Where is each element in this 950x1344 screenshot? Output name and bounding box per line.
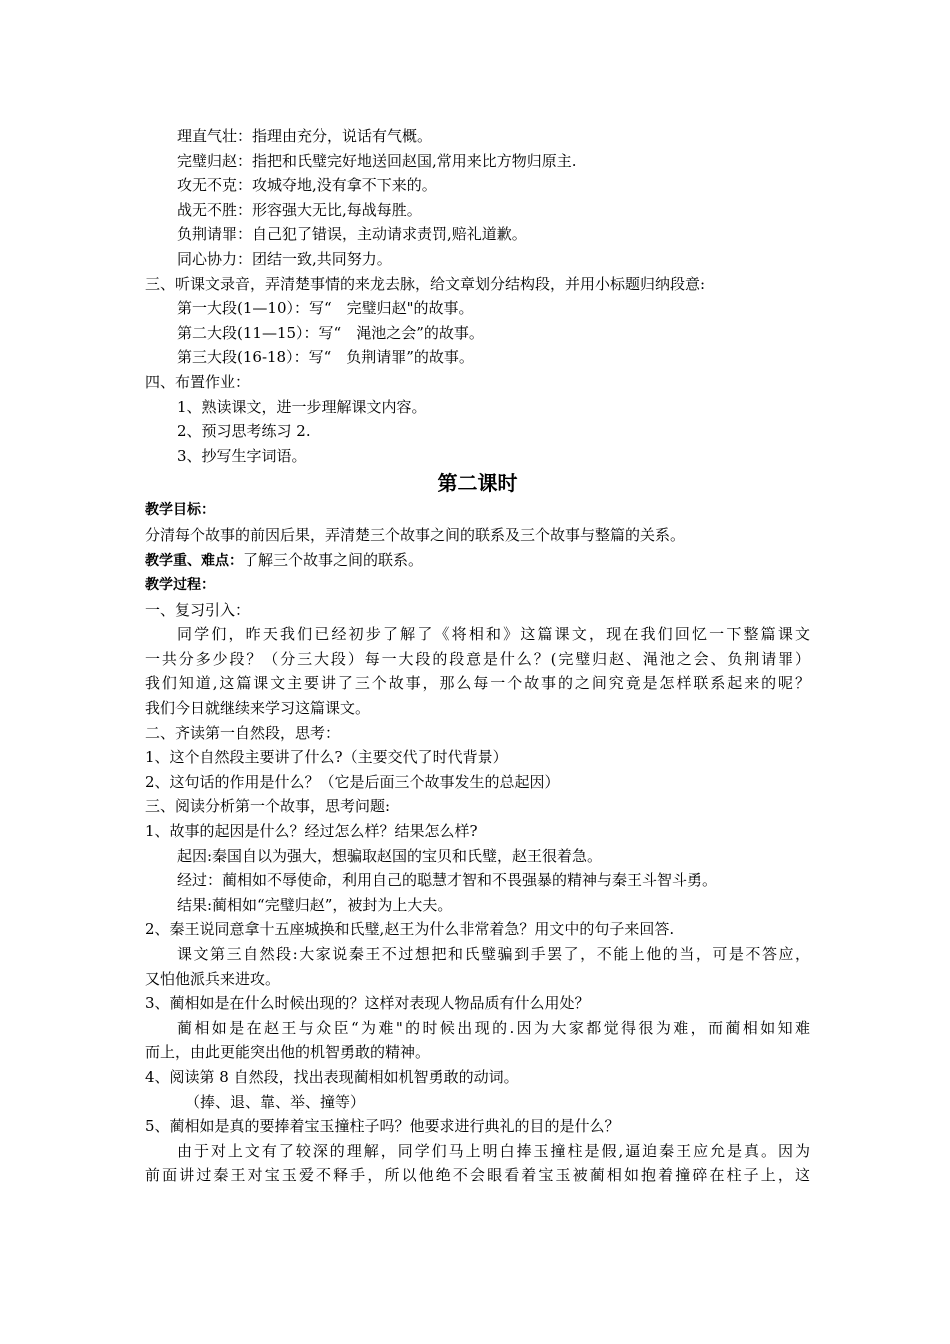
answer-3: 而上，由此更能突出他的机智勇敢的精神。 xyxy=(145,1043,431,1062)
idiom-line: 完璧归赵：指把和氏璧完好地送回赵国,常用来比方物归原主. xyxy=(177,151,577,170)
review-line: 同学们，昨天我们已经初步了解了《将相和》这篇课文，现在我们回忆一下整篇课文 xyxy=(177,625,810,644)
step3-heading: 三、听课文录音，弄清楚事情的来龙去脉，给文章划分结构段，并用小标题归纳段意: xyxy=(145,274,706,293)
idiom-line: 负荆请罪：自己犯了错误，主动请求责罚,赔礼道歉。 xyxy=(177,225,527,244)
analyze-heading: 三、阅读分析第一个故事，思考问题: xyxy=(145,797,391,816)
part-line: 第一大段(1—10）：写“ 完璧归赵"的故事。 xyxy=(177,299,474,318)
key-label: 教学重、难点： xyxy=(145,552,243,569)
answer-4: （捧、退、靠、举、撞等） xyxy=(185,1092,366,1111)
read-question: 1、这个自然段主要讲了什么?（主要交代了时代背景） xyxy=(145,748,508,767)
review-heading: 一、复习引入： xyxy=(145,600,251,619)
lesson-title: 第二课时 xyxy=(437,471,518,496)
question-4: 4、阅读第 8 自然段，找出表现蔺相如机智勇敢的动词。 xyxy=(145,1067,519,1086)
key-points-line xyxy=(145,548,810,574)
idiom-line: 同心协力：团结一致,共同努力。 xyxy=(177,249,392,268)
review-line: 我们知道,这篇课文主要讲了三个故事，那么每一个故事的之间究竟是怎样联系起来的呢？ xyxy=(145,674,810,693)
part-line: 第三大段(16-18）：写“ 负荆请罪”的故事。 xyxy=(177,348,474,367)
answer-process: 经过：蔺相如不辱使命，利用自己的聪慧才智和不畏强暴的精神与秦王斗智斗勇。 xyxy=(177,871,718,890)
answer-2: 又怕他派兵来进攻。 xyxy=(145,969,281,988)
question-1: 1、故事的起因是什么？经过怎么样？结果怎么样? xyxy=(145,822,478,841)
part-line: 第二大段(11—15）：写“ 渑池之会”的故事。 xyxy=(177,323,484,342)
key-text: 了解三个故事之间的联系。 xyxy=(243,550,424,569)
review-line: 一共分多少段？（分三大段）每一大段的段意是什么？(完璧归赵、渑池之会、负荆请罪） xyxy=(145,649,810,668)
idiom-line: 战无不胜：形容强大无比,每战每胜。 xyxy=(177,200,422,219)
process-label: 教学过程： xyxy=(145,577,215,594)
step4-heading: 四、布置作业： xyxy=(145,372,251,391)
answer-result: 结果:蔺相如“完璧归赵”，被封为上大夫。 xyxy=(177,895,453,914)
goal-text: 分清每个故事的前因后果，弄清楚三个故事之间的联系及三个故事与整篇的关系。 xyxy=(145,525,686,544)
document-page xyxy=(145,124,810,1188)
question-2: 2、秦王说同意拿十五座城换和氏璧,赵王为什么非常着急？用文中的句子来回答. xyxy=(145,920,675,939)
read-heading: 二、齐读第一自然段，思考： xyxy=(145,723,341,742)
idiom-line: 攻无不克：攻城夺地,没有拿不下来的。 xyxy=(177,176,437,195)
answer-2: 课文第三自然段:大家说秦王不过想把和氏璧骗到手罢了，不能上他的当，可是不答应， xyxy=(177,945,810,963)
goal-label: 教学目标： xyxy=(145,502,215,519)
homework-line: 1、熟读课文，进一步理解课文内容。 xyxy=(177,397,427,416)
answer-cause: 起因:秦国自以为强大，想骗取赵国的宝贝和氏璧，赵王很着急。 xyxy=(177,846,603,865)
read-question: 2、这句话的作用是什么？（它是后面三个故事发生的总起因） xyxy=(145,772,560,791)
question-3: 3、蔺相如是在什么时候出现的？这样对表现人物品质有什么用处？ xyxy=(145,994,590,1013)
answer-3: 蔺相如是在赵王与众臣“为难"的时候出现的.因为大家都觉得很为难，而蔺相如知难 xyxy=(177,1018,810,1037)
idiom-line: 理直气壮：指理由充分，说话有气概。 xyxy=(177,127,433,145)
answer-5: 前面讲过秦王对宝玉爱不释手，所以他绝不会眼看着宝玉被蔺相如抱着撞碎在柱子上，这 xyxy=(145,1166,810,1185)
question-5: 5、蔺相如是真的要捧着宝玉撞柱子吗？他要求进行典礼的目的是什么？ xyxy=(145,1117,620,1136)
homework-line: 3、抄写生字词语。 xyxy=(177,446,307,465)
answer-5: 由于对上文有了较深的理解，同学们马上明白捧玉撞柱是假,逼迫秦王应允是真。因为 xyxy=(177,1141,810,1160)
review-line: 我们今日就继续来学习这篇课文。 xyxy=(145,699,371,718)
homework-line: 2、预习思考练习 2. xyxy=(177,422,311,441)
